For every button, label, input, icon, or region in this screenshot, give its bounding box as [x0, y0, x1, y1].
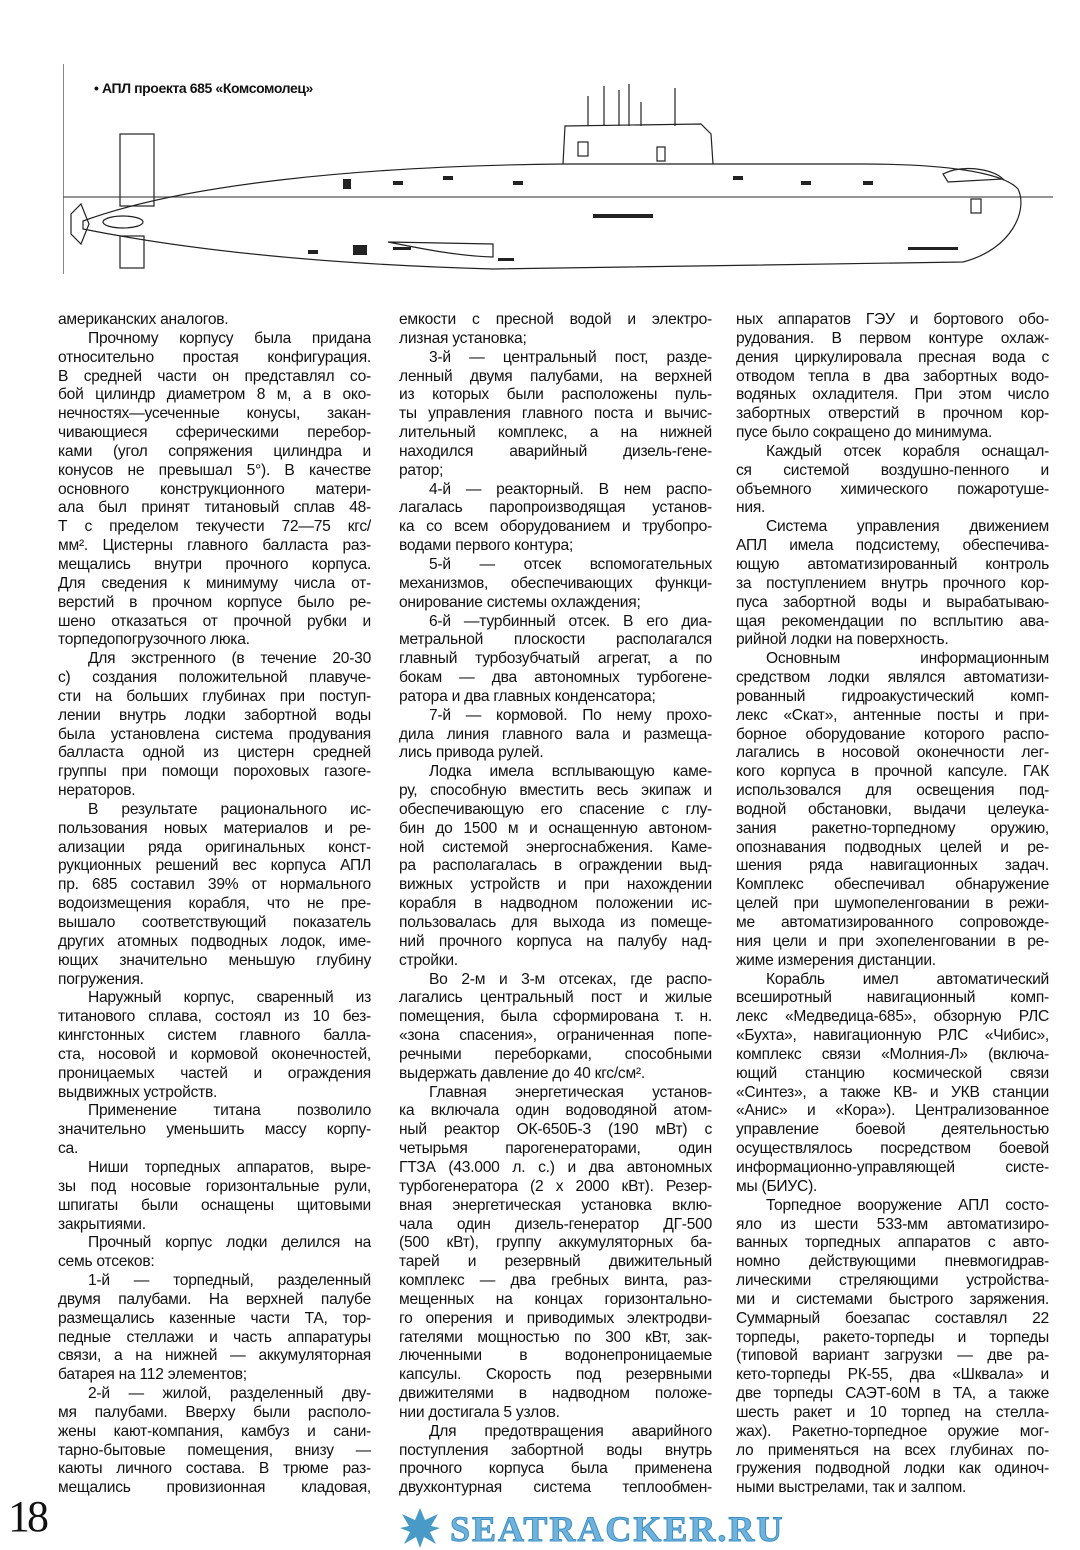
text-line: чивающиеся сферическими перебор- [58, 424, 371, 442]
text-line: рийной лодки на поверхность. [736, 631, 949, 649]
text-line: каюты личного состава. В трюме раз- [58, 1460, 371, 1478]
text-line: выдержать давление до 40 кгс/см². [399, 1064, 645, 1082]
text-line: Каждый отсек корабля оснащал- [766, 442, 1049, 460]
text-line: пользовалась для выхода из помеще- [399, 914, 712, 931]
text-line: семь отсеков: [58, 1253, 155, 1271]
text-line: балласта одной из цистерн средней [58, 744, 371, 762]
text-line: (типовой вариант загрузки — две ра- [736, 1347, 1049, 1365]
text-line: сти на больших глубинах при поступ- [58, 687, 371, 705]
paragraph [399, 707, 712, 764]
text-line: го оперения и приводимых электродви- [399, 1309, 712, 1327]
watermark-logo [400, 1506, 1050, 1548]
paragraph [58, 1159, 371, 1234]
text-line: значительно уменьшить массу корпу- [58, 1121, 371, 1139]
text-line: торпедопогрузочного люка. [58, 631, 250, 649]
text-line: капсулы. Скорость под резервными [399, 1366, 712, 1384]
text-line: ния. [736, 499, 766, 517]
text-line: четырьмя парогенераторами, один [399, 1140, 712, 1158]
text-line: связи, а на нижней — аккумуляторная [58, 1347, 371, 1365]
text-line: Комплекс обеспечивал обнаружение [736, 876, 1049, 894]
text-line: вная энергетическая установка вклю- [399, 1196, 712, 1214]
text-line: тарей и резервный движительный [399, 1253, 712, 1271]
text-line: пользования новых материалов и ре- [58, 819, 371, 837]
text-line: находился аварийный дизель-гене- [399, 442, 712, 460]
text-line: Суммарный боезапас составлял 22 [736, 1309, 1049, 1327]
text-line: мя палубами. Вверху были располо- [58, 1403, 371, 1421]
text-line: средством лодки являлся автоматизи- [736, 669, 1049, 687]
text-line: водяных охладителя. При этом число [736, 386, 1049, 404]
text-line: Система управления движением [766, 518, 1049, 536]
text-line: погружения. [58, 970, 144, 988]
text-line: В средней части он представлял со- [58, 367, 371, 385]
paragraph [58, 989, 371, 1102]
text-line: мещались внутри прочного корпуса. [58, 555, 371, 573]
text-line: лекс «Медведица-685», обзорную РЛС [736, 1008, 1049, 1026]
paragraph [58, 1385, 371, 1498]
text-line: 1-й — торпедный, разделенный [88, 1272, 371, 1290]
text-line: ками (угол сопряжения цилиндра и [58, 442, 371, 460]
text-line: главный турбозубчатый агрегат, а по [399, 650, 712, 668]
text-line: зы под носовые горизонтальные рули, [58, 1177, 371, 1195]
paragraph [399, 481, 712, 556]
text-line: поступления забортной воды внутрь [399, 1441, 712, 1459]
text-line: ми и системами быстрого заряжения. [736, 1290, 1049, 1308]
text-line: вижных устройств и при нахождении [399, 876, 712, 894]
text-line: Т с пределом текучести 72—75 кгс/ [58, 518, 371, 536]
paragraph [399, 556, 712, 613]
text-line: щая рекомендации по всплытию ава- [736, 612, 1049, 630]
text-line: ленный двумя палубами, на верхней [399, 367, 712, 385]
text-line: отводом тепла в два забортных водо- [736, 367, 1049, 385]
text-line: Лодка имела всплывающую каме- [429, 763, 712, 781]
text-line: лительный комплекс, а на нижней [399, 424, 712, 442]
text-line: ло применяться на всех глубинах по- [736, 1441, 1049, 1459]
text-line: «зона спасения», ограниченная попе- [399, 1027, 712, 1045]
text-line: люченными в водонепроницаемые [399, 1347, 712, 1365]
text-line: Во 2-м и 3-м отсеках, где распо- [429, 970, 712, 988]
text-line: пр. 685 составил 39% от нормального [58, 876, 371, 894]
text-line: батарея на 112 элементов; [58, 1366, 247, 1384]
text-line: рованный гидроакустический комп- [736, 687, 1049, 705]
text-line: Прочному корпусу была придана [88, 329, 371, 347]
paragraph [399, 971, 712, 1084]
text-line: Корабль имел автоматический [766, 970, 1049, 988]
text-line: из которых были расположены пуль- [399, 386, 712, 404]
text-line: обеспечивающую его спасение с глу- [399, 800, 712, 818]
text-line: бой цилиндр диаметром 8 м, а в око- [58, 386, 371, 404]
text-column-1 [58, 311, 371, 1498]
text-line: турбогенератора (2 х 2000 кВт). Резер- [399, 1177, 712, 1195]
text-line: с) создания положительной плавуче- [58, 669, 371, 687]
text-line: «Бухта», навигационную РЛС «Чибис», [736, 1027, 1049, 1045]
text-line: жах). Ракетно-торпедное оружие мог- [736, 1422, 1049, 1440]
text-line: бокам — два автономных турбогене- [399, 669, 712, 687]
paragraph [399, 349, 712, 481]
text-line: ратора и два главных конденсатора; [399, 687, 656, 705]
figure-caption-text: АПЛ проекта 685 «Комсомолец» [102, 80, 313, 96]
text-line: мещенных на концах горизонтально- [399, 1290, 712, 1308]
text-line: объемного химического пожаротуше- [736, 480, 1049, 498]
text-line: тарно-бытовые помещения, внизу — [58, 1441, 371, 1459]
text-line: кето-торпеды РК-55, два «Шквала» и [736, 1366, 1049, 1384]
text-line: «Анис» и «Кора»). Централизованное [736, 1102, 1049, 1120]
paragraph [58, 801, 371, 989]
text-line: 4-й — реакторный. В нем распо- [429, 480, 712, 498]
text-line: зания ракетно-торпедному оружию, [736, 819, 1049, 837]
text-line: ме автоматизированного сопровожде- [736, 914, 1049, 931]
text-line: ющих значительно меньшую глубину [58, 951, 371, 969]
text-line: мы (БИУС). [736, 1177, 818, 1195]
paragraph [736, 971, 1049, 1197]
text-line: рудования. В первом контуре охлаж- [736, 329, 1049, 347]
text-line: лении внутрь лодки забортной воды [58, 706, 371, 724]
text-line: лагались центральный пост и жилые [399, 989, 712, 1007]
text-line: Наружный корпус, сваренный из [88, 989, 371, 1007]
text-line: других атомных подводных лодок, име- [58, 932, 371, 950]
paragraph [736, 311, 1049, 443]
text-line: водоизмещения корабля, что не пре- [58, 895, 371, 913]
text-line: ГТЗА (43.000 л. с.) и два автономных [399, 1158, 712, 1176]
text-line: 5-й — отсек вспомогательных [429, 555, 712, 573]
text-line: Прочный корпус лодки делился на [88, 1234, 371, 1252]
text-line: лекс «Скат», антенные посты и при- [736, 706, 1049, 724]
text-line: ра располагалась в ограждении выд- [399, 857, 712, 875]
text-line: нечностях—усеченные конусы, закан- [58, 405, 371, 423]
text-line: гружения подводной лодки как одиноч- [736, 1460, 1049, 1478]
text-line: ными выстрелами, так и залпом. [736, 1479, 967, 1497]
text-column-2 [399, 311, 712, 1498]
paragraph [58, 330, 371, 650]
text-line: ный реактор ОК-650Б-3 (190 мВт) с [399, 1121, 712, 1139]
text-line: Торпедное вооружение АПЛ состо- [766, 1196, 1049, 1214]
text-line: онирование системы охлаждения; [399, 593, 641, 611]
text-line: 2-й — жилой, разделенный дву- [88, 1385, 371, 1403]
text-line: была установлена система продувания [58, 725, 371, 743]
text-line: водной обстановки, выдачи целеука- [736, 800, 1049, 818]
text-line: опознавания подводных целей и ре- [736, 838, 1049, 856]
text-line: ных аппаратов ГЭУ и бортового обо- [736, 311, 1049, 328]
text-line: дила линия главного вала и размеща- [399, 725, 712, 743]
text-line: Для предотвращения аварийного [429, 1422, 712, 1440]
text-line: гателями мощностью по 300 кВт, зак- [399, 1328, 712, 1346]
text-line: «Синтез», а также КВ- и УКВ станции [736, 1083, 1049, 1101]
paragraph [736, 650, 1049, 970]
text-line: 3-й — центральный пост, разде- [429, 348, 712, 366]
text-line: всеширотный навигационный комп- [736, 989, 1049, 1007]
text-line: осуществлялось посредством боевой [736, 1140, 1049, 1158]
text-line: (500 кВт), группу аккумуляторных ба- [399, 1234, 712, 1252]
text-line: комплекс связи «Молния-Л» (включа- [736, 1045, 1049, 1063]
text-line: титанового сплава, состоял из 10 без- [58, 1008, 371, 1026]
text-line: метральной плоскости располагался [399, 631, 712, 649]
text-line: две торпеды САЭТ-60М в ТА, а также [736, 1385, 1049, 1403]
text-line: закрытиями. [58, 1215, 146, 1233]
text-line: рукционных решений вес корпуса АПЛ [58, 857, 371, 875]
text-line: шения ряда навигационных задач. [736, 857, 1049, 875]
text-line: чала один дизель-генератор ДГ-500 [399, 1215, 712, 1233]
text-line: использовался для освещения под- [736, 782, 1049, 800]
text-line: дения циркулировала пресная вода с [736, 348, 1049, 366]
text-line: ста, носовой и кормовой оконечностей, [58, 1045, 371, 1063]
text-line: ру, способную вместить весь экипаж и [399, 782, 712, 800]
text-line: относительно простая конфигурация. [58, 348, 371, 366]
text-line: шено отказаться от прочной рубки и [58, 612, 371, 630]
paragraph [58, 650, 371, 801]
figure-caption: • АПЛ проекта 685 «Комсомолец» [94, 80, 313, 96]
text-line: шпигаты были оснащены щитовыми [58, 1196, 371, 1214]
text-line: торпеды, ракето-торпеды и торпеды [736, 1328, 1049, 1346]
text-line: лагалась паропроизводящая установ- [399, 499, 712, 517]
text-line: комплекс — два гребных винта, раз- [399, 1272, 712, 1290]
text-line: группы при помощи пороховых газоге- [58, 763, 371, 781]
paragraph [58, 1234, 371, 1272]
paragraph [399, 311, 712, 349]
text-line: са. [58, 1140, 79, 1158]
text-line: шесть ракет и 10 торпед на стелла- [736, 1403, 1049, 1421]
text-line: водами первого контура; [399, 537, 574, 555]
paragraph [399, 1084, 712, 1423]
text-line: управление боевой деятельностью [736, 1121, 1049, 1139]
text-line: конусов не превышал 5°). В качестве [58, 461, 371, 479]
text-line: помещения, была сформирована т. н. [399, 1008, 712, 1026]
text-line: Главная энергетическая установ- [429, 1083, 712, 1101]
paragraph [736, 443, 1049, 518]
watermark-text: SEATRACKER.RU [450, 1509, 785, 1548]
paragraph [399, 1423, 712, 1498]
text-line: жиме измерения дистанции. [736, 951, 936, 969]
page-number: 18 [8, 1492, 46, 1541]
text-line: информационно-управляющей систе- [736, 1158, 1049, 1176]
text-line: основного конструкционного матери- [58, 480, 371, 498]
text-line: кингстонных систем главного балла- [58, 1027, 371, 1045]
text-line: речными переборками, способными [399, 1045, 712, 1063]
text-line: борное оборудование которого распо- [736, 725, 1049, 743]
text-line: размещались казенные части ТА, тор- [58, 1309, 371, 1327]
text-line: бин до 1500 м и оснащенную автоном- [399, 819, 712, 837]
text-line: В результате рационального ис- [88, 800, 371, 818]
text-line: мм². Цистерны главного балласта раз- [58, 537, 371, 555]
text-line: Основным информационным [766, 650, 1049, 668]
paragraph [58, 1272, 371, 1385]
text-line: ты управления главного поста и вычис- [399, 405, 712, 423]
text-line: мещались провизионная кладовая, [58, 1479, 371, 1497]
text-line: номно действующими пневмогидрав- [736, 1253, 1049, 1271]
text-line: ной системой энергоснабжения. Каме- [399, 838, 712, 856]
text-line: ка включала один водоводяной атом- [399, 1102, 712, 1120]
text-line: кого корпуса в прочной капсуле. ГАК [736, 763, 1049, 781]
text-line: 6-й —турбинный отсек. В его диа- [429, 612, 712, 630]
text-line: Применение титана позволило [88, 1102, 371, 1120]
text-line: ка со всем оборудованием и трубопро- [399, 518, 712, 536]
text-line: лическими стреляющими устройства- [736, 1272, 1049, 1290]
text-line: за поступлением внутрь прочного кор- [736, 574, 1049, 592]
text-line: лизная установка; [399, 329, 527, 347]
text-line: двухконтурная система теплообмен- [399, 1479, 712, 1497]
text-line: ванных торпедных аппаратов с авто- [736, 1234, 1049, 1252]
star-burst-icon [400, 1508, 440, 1548]
text-line: ализации ряда оригинальных конст- [58, 838, 371, 856]
text-column-3 [736, 311, 1049, 1498]
text-line: двумя палубами. На верхней палубе [58, 1290, 371, 1308]
text-line: ний прочного корпуса на палубу над- [399, 932, 712, 950]
text-line: проницаемых частей и ограждения [58, 1064, 371, 1082]
text-line: лись привода рулей. [399, 744, 544, 762]
text-line: лагались в носовой оконечности лег- [736, 744, 1049, 762]
text-line: нераторов. [58, 782, 136, 800]
text-line: целей при шумопеленговании в режи- [736, 895, 1049, 913]
text-line: АПЛ имела подсистему, обеспечива- [736, 537, 1049, 555]
text-line: ся системой воздушно-пенного и [736, 461, 1049, 479]
text-line: прочного корпуса была применена [399, 1460, 712, 1478]
paragraph [58, 1102, 371, 1159]
text-line: Ниши торпедных аппаратов, выре- [88, 1158, 371, 1176]
text-line: Для экстренного (в течение 20-30 [88, 650, 371, 668]
text-line: емкости с пресной водой и электро- [399, 311, 712, 328]
paragraph [399, 763, 712, 970]
text-line: Для сведения к минимуму числа от- [58, 574, 371, 592]
text-line: забортных отверстий в прочном кор- [736, 405, 1049, 423]
text-line: ющую автоматизированный контроль [736, 555, 1049, 573]
text-line: выдвижных устройств. [58, 1083, 218, 1101]
text-line: яло из шести 533-мм автоматизиро- [736, 1215, 1049, 1233]
text-line: жены кают-компания, камбуз и сани- [58, 1422, 371, 1440]
text-line: верстий в прочном корпусе было ре- [58, 593, 371, 611]
text-line: нии достигала 5 узлов. [399, 1403, 560, 1421]
text-line: ратор; [399, 461, 444, 479]
text-line: педные стеллажи и часть аппаратуры [58, 1328, 371, 1346]
text-line: корабля в надводном положении ис- [399, 895, 712, 913]
text-line: механизмов, обеспечивающих функци- [399, 574, 712, 592]
text-line: ала был принят титановый сплав 48- [58, 499, 371, 517]
text-line: движителями в надводном положе- [399, 1385, 712, 1403]
text-line: стройки. [399, 951, 458, 969]
paragraph [736, 1197, 1049, 1499]
paragraph [399, 613, 712, 707]
text-line: вышало соответствующий показатель [58, 914, 371, 931]
text-line: 7-й — кормовой. По нему прохо- [429, 706, 712, 724]
paragraph [58, 311, 371, 330]
text-line: пуса забортной воды и вырабатываю- [736, 593, 1049, 611]
text-line: американских аналогов. [58, 311, 229, 328]
text-line: ния цели и при эхопеленговании в ре- [736, 932, 1049, 950]
paragraph [736, 518, 1049, 650]
text-line: ющий станцию космической связи [736, 1064, 1049, 1082]
text-line: пусе было сокращено до минимума. [736, 424, 993, 442]
